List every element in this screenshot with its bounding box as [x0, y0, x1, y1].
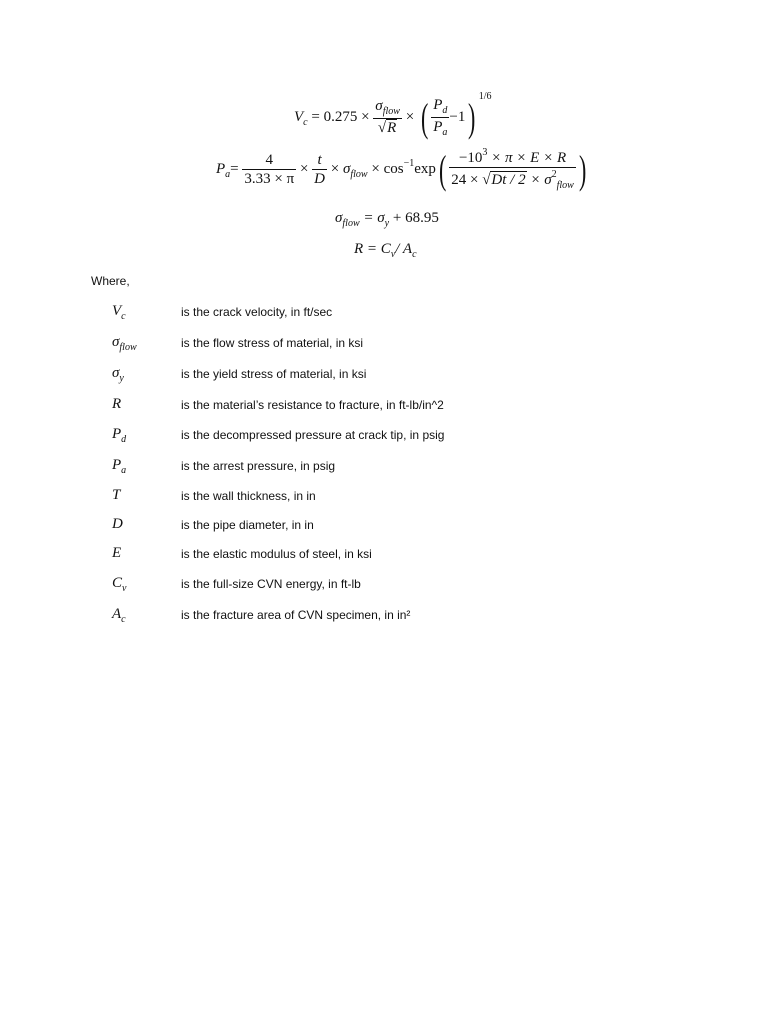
definition-row [112, 574, 126, 594]
equation-resistance [354, 242, 417, 260]
def-symbol-sub: flow [119, 342, 137, 353]
left-paren: ( [438, 146, 447, 192]
definition-row [112, 364, 124, 384]
def-symbol: V [112, 303, 122, 319]
eq2-f2-num: t [312, 153, 327, 170]
def-symbol: P [112, 426, 122, 442]
eq1-exponent: 1/6 [478, 91, 492, 102]
eq3-rhs-b: + 68.95 [392, 210, 439, 226]
right-paren: ) [468, 94, 476, 140]
definition-text: is the fracture area of CVN specimen, in in² [181, 608, 411, 622]
eq2-lhs: P [216, 160, 226, 177]
where-label: Where, [91, 274, 130, 288]
eq2-lhs-sub: a [225, 168, 231, 180]
eq2-inner-den-b: × σ [530, 172, 552, 188]
left-paren: ( [420, 94, 429, 140]
eq2-sigma-sub: flow [350, 168, 368, 180]
eq2-sigma: σ [342, 160, 351, 177]
sqrt-symbol: √R [377, 120, 397, 137]
definition-row [112, 544, 121, 564]
def-symbol: T [112, 487, 121, 503]
eq3-rhs-sub: y [384, 218, 390, 229]
def-symbol: E [112, 545, 122, 561]
eq2-fraction-2 [312, 153, 327, 187]
eq1-lhs: V [294, 109, 304, 125]
equation-crack-velocity [294, 92, 491, 138]
eq2-inner-den-rad: Dt / 2 [491, 172, 526, 188]
def-symbol: R [112, 396, 122, 412]
definition-text: is the flow stress of material, in ksi [181, 336, 364, 350]
eq1-num: σ [375, 98, 383, 115]
def-symbol-sub: d [121, 434, 127, 445]
eq2-fraction-1 [242, 153, 296, 187]
eq4-rhs-a: = C [366, 241, 391, 257]
eq2-f1-num: 4 [242, 153, 296, 170]
definition-text: is the pipe diameter, in in [181, 518, 314, 532]
eq3-lhs: σ [335, 210, 343, 226]
eq2-inner-den-a: 24 × [451, 172, 479, 188]
eq1-coef: = 0.275 × [311, 109, 370, 125]
eq1-pden: P [433, 118, 443, 135]
eq1-fraction [373, 99, 402, 136]
times-symbol: × [405, 109, 415, 125]
def-symbol: σ [112, 334, 120, 350]
def-symbol-sub: c [121, 614, 126, 625]
def-symbol: A [112, 606, 122, 622]
definition-row [112, 486, 120, 506]
eq2-cos: × cos [371, 160, 404, 177]
equation-arrest-pressure [216, 148, 589, 191]
eq1-lhs-sub: c [303, 117, 308, 128]
def-symbol-sub: v [122, 583, 127, 594]
definition-text: is the elastic modulus of steel, in ksi [181, 547, 372, 561]
eq2-exp: exp [414, 160, 436, 177]
eq3-rhs-a: = σ [363, 210, 385, 226]
def-symbol-sub: a [121, 465, 127, 476]
eq1-minus-one: −1 [449, 109, 466, 125]
eq2-inner-den-sup: 2 [551, 169, 557, 180]
eq1-pden-sub: a [442, 126, 448, 138]
eq2-f2-den: D [314, 170, 325, 187]
eq2-inner-num-sup: 3 [482, 147, 488, 158]
eq4-rhs-sub2: c [412, 249, 417, 260]
definition-text: is the arrest pressure, in psig [181, 459, 336, 473]
definition-row [112, 515, 123, 535]
eq2-inner-num-b: × π × E × R [491, 150, 567, 166]
right-paren: ) [578, 146, 587, 192]
eq4-rhs-sub1: v [390, 249, 396, 260]
eq3-lhs-sub: flow [342, 218, 360, 229]
equals-symbol: = [230, 160, 239, 177]
eq1-num-sub: flow [382, 106, 400, 118]
eq1-pnum: P [433, 96, 443, 113]
definition-text: is the wall thickness, in in [181, 489, 316, 503]
eq2-inner-num-a: −10 [458, 150, 483, 166]
sqrt-symbol: √Dt / 2 [482, 172, 526, 188]
definition-row [112, 333, 137, 353]
def-symbol-sub: c [121, 311, 126, 322]
eq1-pnum-sub: d [442, 104, 448, 116]
definition-row [112, 302, 126, 322]
times-symbol: × [299, 160, 309, 177]
def-symbol: D [112, 516, 123, 532]
definition-row [112, 395, 121, 415]
eq2-inner-fraction [449, 148, 576, 191]
eq2-cos-sup: −1 [403, 157, 415, 169]
eq1-pressure-ratio [431, 98, 449, 138]
def-symbol-sub: y [119, 373, 124, 384]
eq2-f1-den: 3.33 × π [244, 170, 295, 187]
times-symbol: × [330, 160, 340, 177]
definition-row [112, 605, 126, 625]
definition-text: is the material’s resistance to fracture, in ft-lb/in^2 [181, 398, 444, 412]
definition-text: is the decompressed pressure at crack tip, in psig [181, 428, 445, 442]
eq2-inner-den-sub: flow [556, 180, 574, 191]
definition-row [112, 456, 126, 476]
definition-text: is the crack velocity, in ft/sec [181, 305, 333, 319]
equation-flow-stress [335, 211, 439, 229]
definition-text: is the yield stress of material, in ksi [181, 367, 367, 381]
def-symbol: C [112, 575, 123, 591]
definition-text: is the full-size CVN energy, in ft-lb [181, 577, 361, 591]
definition-row [112, 425, 126, 445]
def-symbol: P [112, 457, 122, 473]
eq1-den: R [387, 120, 397, 137]
def-symbol: σ [112, 365, 120, 381]
eq4-lhs: R [354, 241, 364, 257]
eq4-rhs-b: / A [395, 241, 413, 257]
